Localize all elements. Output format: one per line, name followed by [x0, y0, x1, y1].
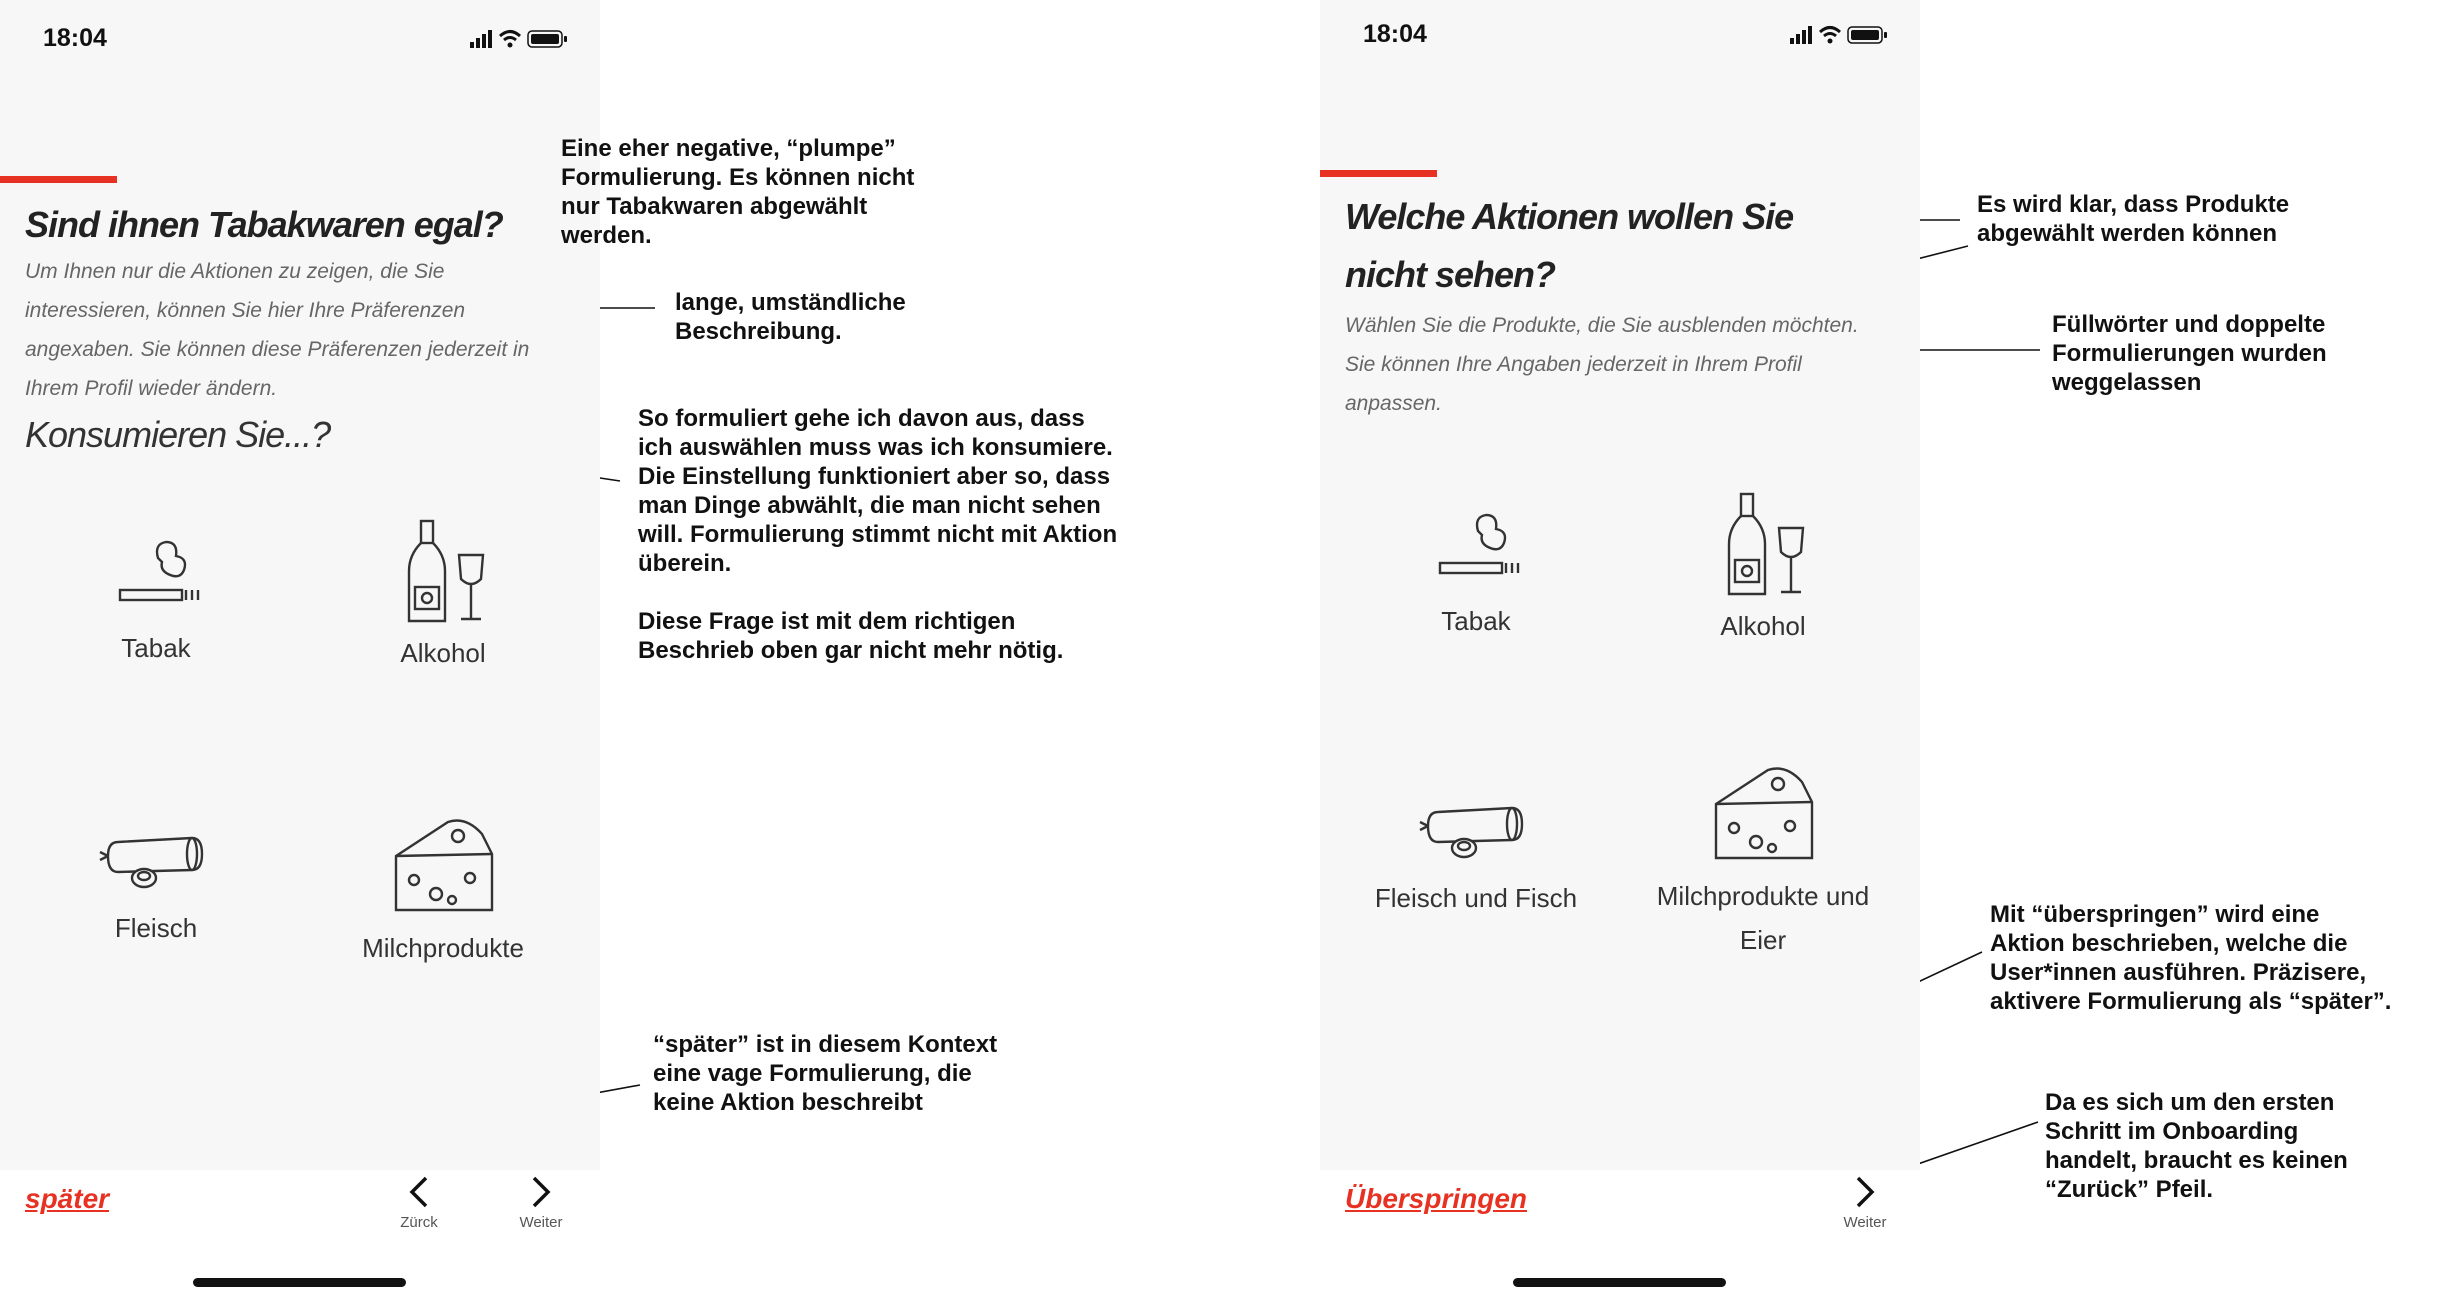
status-icons	[1790, 24, 1900, 44]
sausage-icon	[96, 820, 216, 900]
cigarette-icon	[1426, 503, 1526, 593]
next-label: Weiter	[519, 1214, 563, 1231]
category-label: Milchprodukte	[362, 933, 524, 963]
cellular-signal-icon	[470, 28, 580, 50]
annotation-zurueck: Da es sich um den ersten Schritt im Onboarding handelt, braucht es keinen “Zurück” Pfeil.	[2045, 1089, 2348, 1203]
skip-link[interactable]: Überspringen	[1345, 1183, 1528, 1214]
back-label: Zürck	[400, 1214, 438, 1231]
annotation-plumpe: Eine eher negative, “plumpe” Formulierung. Es können nicht nur Tabakwaren abgewählt werden.	[561, 135, 915, 249]
category-milchprodukte-und-eier[interactable]	[1628, 758, 1898, 962]
category-label: Fleisch	[114, 913, 198, 943]
next-button[interactable]	[1830, 1172, 1900, 1231]
category-label: Milchprodukte und Eier	[1656, 881, 1870, 955]
category-label: Alkohol	[1720, 611, 1806, 641]
chevron-left-icon	[404, 1172, 434, 1212]
page-title: Welche Aktionen wollen Sie nicht sehen?	[1345, 196, 1794, 295]
status-time: 18:04	[43, 24, 107, 52]
category-tabak[interactable]	[21, 530, 291, 670]
category-milchprodukte[interactable]	[308, 810, 578, 970]
category-alkohol[interactable]	[308, 515, 578, 675]
sausage-icon	[1416, 790, 1536, 870]
status-time: 18:04	[1363, 20, 1427, 48]
annotation-konsumieren: So formuliert gehe ich davon aus, dass ich auswählen muss was ich konsumiere. Die Einstellung funktioniert aber so, dass man Dinge abwählt, die man nicht sehen will. Formulierung stimmt nicht mit Aktion überein. Diese Frage ist mit dem richtigen Beschrieb oben gar nicht mehr nötig.	[638, 405, 1118, 664]
annotation-spaeter: “später” ist in diesem Kontext eine vage Formulierung, die keine Aktion beschreibt	[653, 1031, 998, 1116]
page-title: Sind ihnen Tabakwaren egal?	[25, 204, 503, 245]
accent-bar	[0, 176, 117, 183]
next-label: Weiter	[1843, 1214, 1887, 1231]
category-label: Tabak	[121, 633, 191, 663]
annotation-klar: Es wird klar, dass Produkte abgewählt werden können	[1977, 191, 2290, 247]
left-phone-screen	[0, 0, 600, 1298]
home-indicator	[193, 1278, 406, 1287]
annotation-ueberspringen: Mit “überspringen” wird eine Aktion beschrieben, welche die User*innen ausführen. Präzisere, aktivere Formulierung als “später”.	[1990, 901, 2392, 1015]
chevron-right-icon	[1850, 1172, 1880, 1212]
status-icons	[470, 28, 580, 48]
accent-bar	[1320, 170, 1437, 177]
annotation-lange-beschreibung: lange, umständliche Beschreibung.	[675, 289, 906, 345]
next-button[interactable]	[506, 1172, 576, 1231]
category-fleisch-und-fisch[interactable]	[1341, 790, 1611, 920]
wine-bottle-glass-icon	[1713, 488, 1813, 598]
wine-bottle-glass-icon	[393, 515, 493, 625]
category-fleisch[interactable]	[21, 820, 291, 950]
back-button[interactable]	[384, 1172, 454, 1231]
cheese-icon	[1708, 758, 1818, 868]
category-label: Tabak	[1441, 606, 1511, 636]
home-indicator	[1513, 1278, 1726, 1287]
category-tabak[interactable]	[1341, 503, 1611, 643]
chevron-right-icon	[526, 1172, 556, 1212]
right-phone-screen	[1320, 0, 1920, 1298]
skip-link[interactable]: später	[25, 1183, 110, 1214]
page-description: Um Ihnen nur die Aktionen zu zeigen, die Sie interessieren, können Sie hier Ihre Präferenzen angexaben. Sie können diese Präferenzen jederzeit in Ihrem Profil wieder ändern.	[25, 260, 530, 400]
annotation-fuellwoerter: Füllwörter und doppelte Formulierungen wurden weggelassen	[2052, 311, 2327, 396]
cigarette-icon	[106, 530, 206, 620]
category-label: Alkohol	[400, 638, 486, 668]
page-description: Wählen Sie die Produkte, die Sie ausblenden möchten. Sie können Ihre Angaben jederzeit in Ihrem Profil anpassen.	[1345, 314, 1859, 415]
category-label: Fleisch und Fisch	[1374, 883, 1578, 913]
category-alkohol[interactable]	[1628, 488, 1898, 648]
cellular-signal-icon	[1790, 24, 1900, 46]
question-heading: Konsumieren Sie...?	[25, 414, 331, 455]
cheese-icon	[388, 810, 498, 920]
